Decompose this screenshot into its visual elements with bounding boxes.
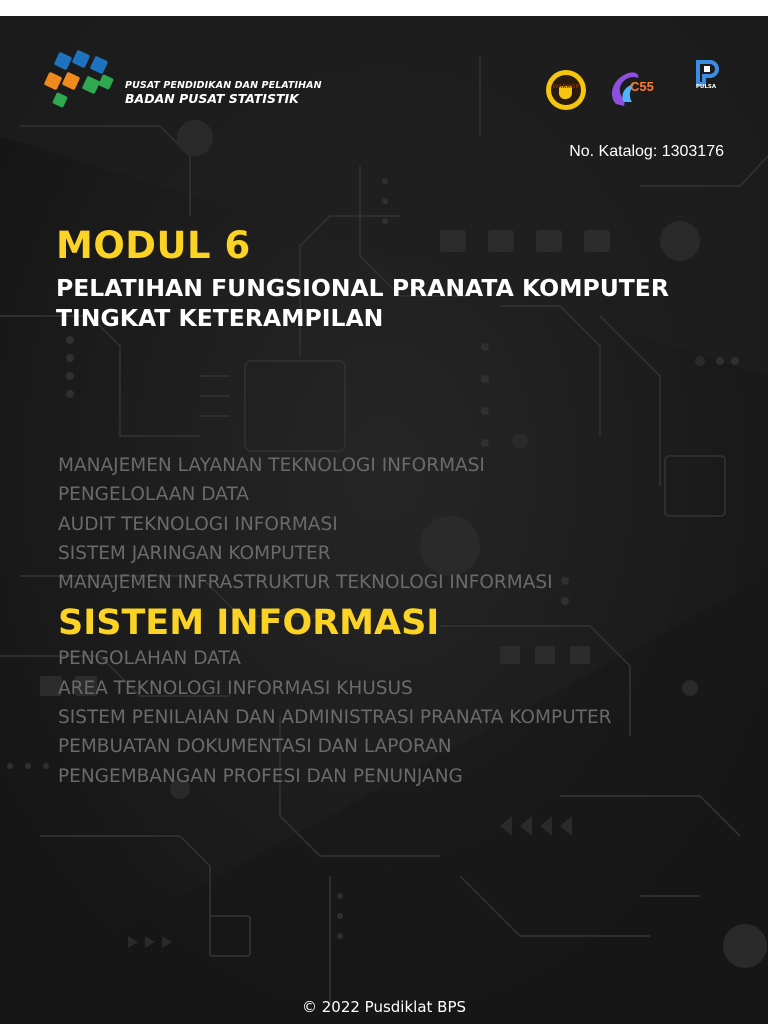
top-margin	[0, 0, 768, 16]
module-number: MODUL 6	[56, 224, 251, 267]
warkop-logo	[544, 68, 588, 112]
css-logo	[606, 68, 674, 112]
training-title	[56, 273, 669, 333]
current-module-topic: SISTEM INFORMASI	[58, 603, 440, 644]
warkop-badge-icon	[544, 68, 588, 112]
module-topic: MANAJEMEN INFRASTRUKTUR TEKNOLOGI INFORMASI	[58, 572, 553, 594]
module-topic: PENGELOLAAN DATA	[58, 484, 249, 506]
module-topic: AUDIT TEKNOLOGI INFORMASI	[58, 513, 338, 535]
module-topic: PENGOLAHAN DATA	[58, 648, 241, 670]
copyright-notice: © 2022 Pusdiklat BPS	[301, 998, 467, 1016]
pulsa-logo	[690, 58, 722, 102]
module-topic: PENGEMBANGAN PROFESI DAN PENUNJANG	[58, 765, 463, 787]
module-topic: SISTEM PENILAIAN DAN ADMINISTRASI PRANATA KOMPUTER	[58, 707, 612, 729]
bps-logo-icon	[38, 48, 122, 116]
bps-organization-name	[125, 81, 322, 106]
catalog-number: No. Katalog: 1303176	[569, 143, 724, 160]
warkop-logo-text: WARKOP	[552, 84, 580, 90]
css-logo-text: C55	[630, 79, 654, 94]
module-topic: SISTEM JARINGAN KOMPUTER	[58, 542, 331, 564]
org-line-2: BADAN PUSAT STATISTIK	[125, 90, 299, 106]
training-title-line-2: TINGKAT KETERAMPILAN	[56, 304, 384, 332]
org-line-1: PUSAT PENDIDIKAN DAN PELATIHAN	[125, 80, 322, 91]
book-cover	[0, 16, 768, 1024]
module-topic: AREA TEKNOLOGI INFORMASI KHUSUS	[58, 677, 413, 699]
pulsa-logo-text: PULSA	[695, 84, 717, 90]
module-topic-list	[58, 451, 611, 791]
module-topic: MANAJEMEN LAYANAN TEKNOLOGI INFORMASI	[58, 455, 485, 476]
module-topic: PEMBUATAN DOKUMENTASI DAN LAPORAN	[58, 736, 452, 758]
pulsa-emblem-icon	[690, 58, 722, 86]
training-title-line-1: PELATIHAN FUNGSIONAL PRANATA KOMPUTER	[56, 274, 669, 302]
